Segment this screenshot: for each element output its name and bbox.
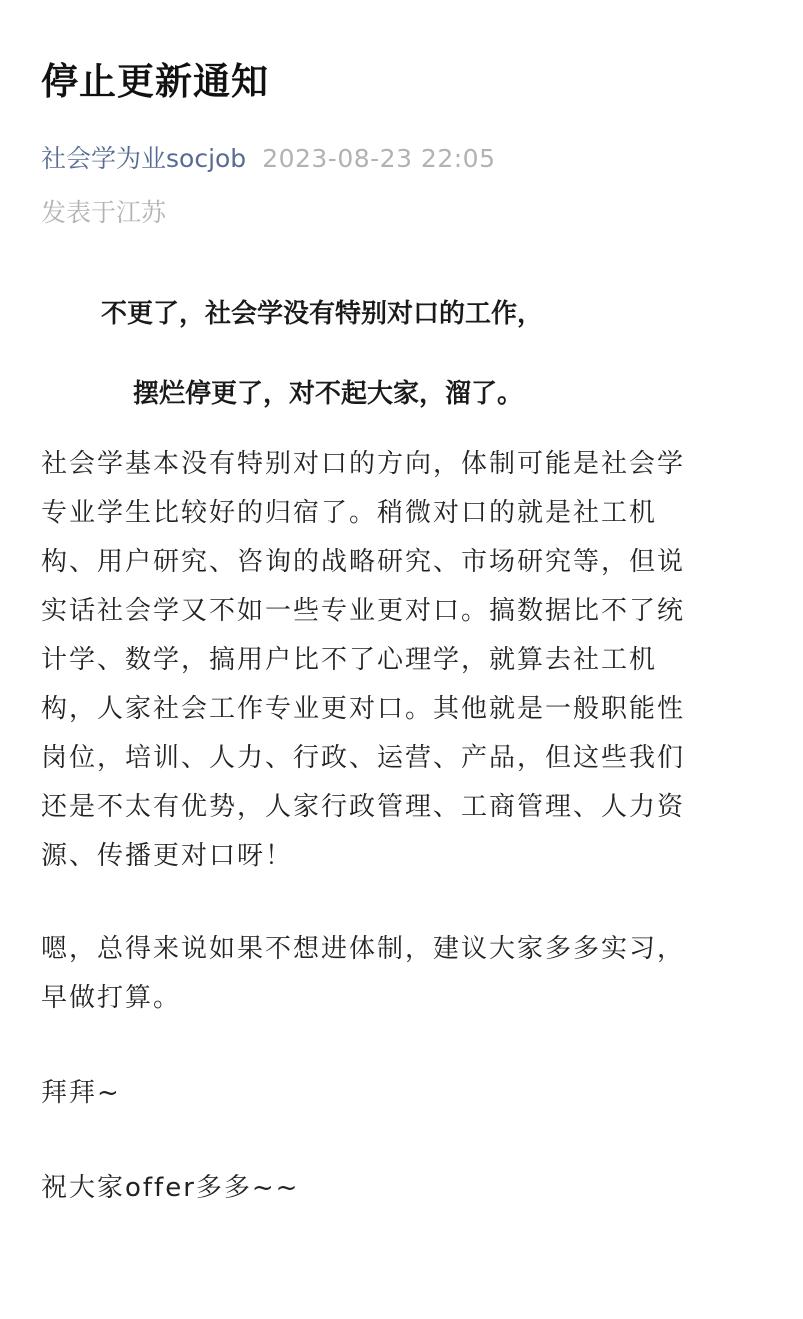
- publish-location: 发表于江苏: [41, 198, 167, 227]
- author-link[interactable]: 社会学为业socjob: [41, 144, 247, 173]
- body-paragraph-3: 拜拜~: [41, 1078, 121, 1108]
- lead-line-1: 不更了，社会学没有特别对口的工作，: [101, 299, 544, 329]
- lead-line-2: 摆烂停更了，对不起大家，溜了。: [133, 379, 524, 409]
- body-paragraph-1: 社会学基本没有特别对口的方向，体制可能是社会学专业学生比较好的归宿了。稍微对口的就是社工机构、用户研究、咨询的战略研究、市场研究等，但说实话社会学又不如一些专业更对口。搞数据比不了统计学、数学，搞用户比不了心理学，就算去社工机构，人家社会工作专业更对口。其他就是一般职能性岗位，培训、人力、行政、运营、产品，但这些我们还是不太有优势，人家行政管理、工商管理、人力资源、传播更对口呀！: [41, 449, 686, 871]
- body-paragraph-2: 嗯，总得来说如果不想进体制，建议大家多多实习，早做打算。: [41, 934, 686, 1013]
- publish-date: 2023-08-23 22:05: [262, 144, 496, 173]
- body-paragraph-4: 祝大家offer多多~~: [41, 1173, 300, 1203]
- article-meta: [41, 142, 691, 176]
- article-title: 停止更新通知: [41, 60, 269, 103]
- article: [41, 56, 691, 1213]
